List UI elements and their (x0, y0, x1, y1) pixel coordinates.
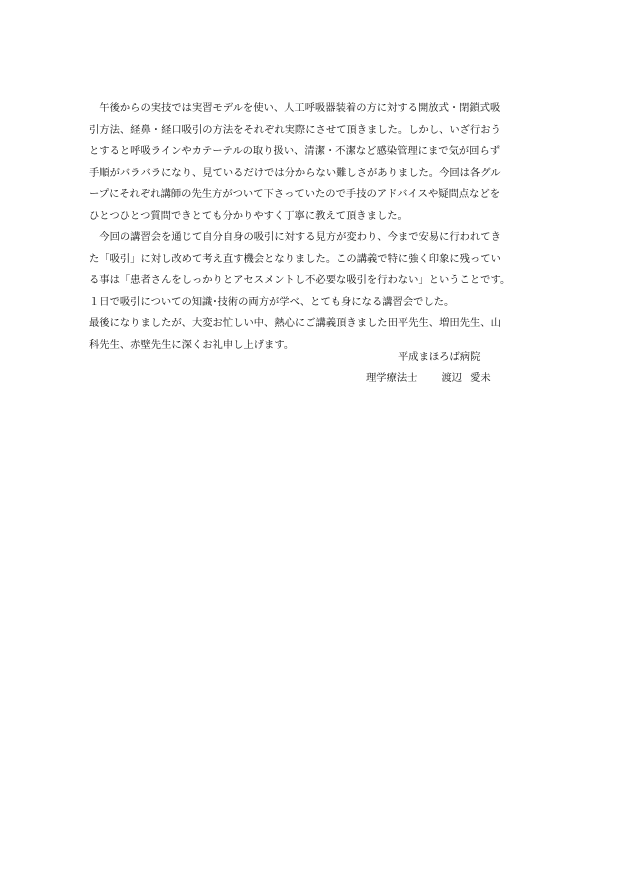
body-line: ひとつひとつ質問できとても分かりやすく丁寧に教えて頂きました。 (89, 209, 408, 222)
body-line: ープにそれぞれ講師の先生方がついて下さっていたので手技のアドバイスや疑問点などを (89, 188, 501, 200)
signature-surname: 渡辺 (441, 372, 463, 384)
body-text (89, 98, 537, 356)
body-line: 手順がバラバラになり、見ているだけでは分からない難しさがありました。今回は各グル (89, 166, 501, 179)
signature-hospital: 平成まほろば病院 (398, 351, 481, 363)
signature-role: 理学療法士 (366, 372, 418, 384)
body-line: 最後になりましたが、大変お忙しい中、熱心にご講義頂きました田平先生、増田先生、山 (89, 317, 501, 329)
body-line: 科先生、赤壁先生に深くお礼申し上げます。 (89, 338, 295, 351)
body-line: る事は「患者さんをしっかりとアセスメントし不必要な吸引を行わない」ということです。 (89, 274, 511, 286)
body-line: １日で吸引についての知識･技術の両方が学べ、とても身になる講習会でした。 (89, 295, 455, 308)
body-line: 午後からの実技では実習モデルを使い、人工呼吸器装着の方に対する開放式・閉鎖式吸 (89, 102, 501, 114)
body-line: とすると呼吸ラインやカテーテルの取り扱い、清潔・不潔など感染管理にまで気が回らず (89, 145, 501, 157)
body-line: た「吸引」に対し改めて考え直す機会となりました。この講義で特に強く印象に残ってい (89, 252, 501, 265)
body-line: 今回の講習会を通じて自分自身の吸引に対する見方が変わり、今まで安易に行われてき (89, 231, 501, 243)
body-line: 引方法、経鼻・経口吸引の方法をそれぞれ実際にさせて頂きました。しかし、いざ行おう (89, 123, 501, 136)
signature-author (366, 368, 530, 389)
signature-given-name: 愛未 (470, 372, 491, 384)
signature-block (366, 347, 530, 389)
